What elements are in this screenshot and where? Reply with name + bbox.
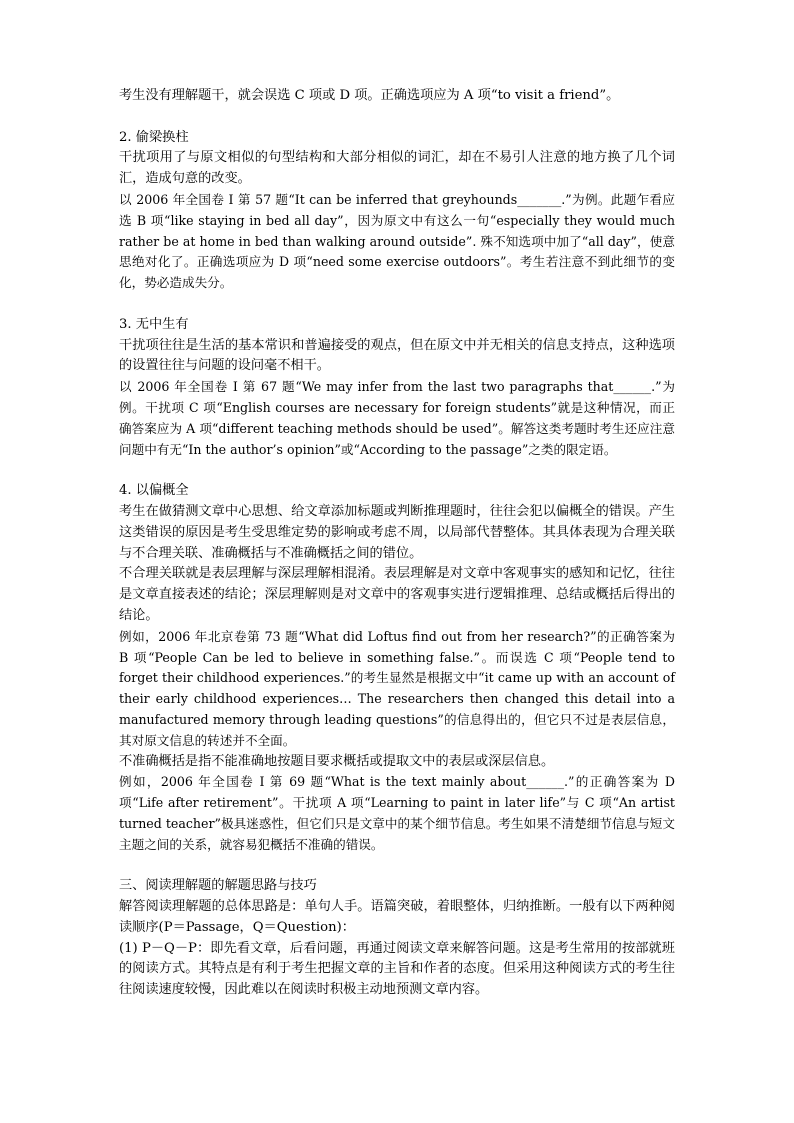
paragraph-4-example-2: 例如，2006 年全国卷 I 第 69 题“What is the text mainly about______.”的正确答案为 D 项“Life after retirement”。干扰项 A 项“Learning to paint in later life”与 C 项“An artist turned teacher”极具迷惑性，但它们只是文章中的某个细节信息。考生如果不清楚细节信息与短文主题之间的关系，就容易犯概括不准确的错误。 [119,774,675,852]
document-page [119,86,675,1001]
paragraph-3-example: 以 2006 年全国卷 I 第 67 题“We may infer from the last two paragraphs that______.”为例。干扰项 C 项“English courses are necessary for foreign students”就是这种情况，而正确答案应为 A 项“different teaching methods should be used”。解答这类考题时考生还应注意问题中有无“In the author’s opinion”或“According to the passage”之类的限定语。 [119,379,675,457]
paragraph-pqp: (1) P－Q－P：即先看文章，后看问题，再通过阅读文章来解答问题。这是考生常用的按部就班的阅读方式。其特点是有利于考生把握文章的主旨和作者的态度。但采用这种阅读方式的考生往往阅读速度较慢，因此难以在阅读时积极主动地预测文章内容。 [119,940,675,998]
spacer [119,855,675,876]
paragraph-3-definition: 干扰项往往是生活的基本常识和普遍接受的观点，但在原文中并无相关的信息支持点，这种选项的设置往往与问题的设问毫不相干。 [119,337,675,374]
paragraph-2-example: 以 2006 年全国卷 I 第 57 题“It can be inferred that greyhounds_______.”为例。此题乍看应选 B 项“like staying in bed all day”，因为原文中有这么一句“especially they would much rather be at home in bed than walking around outside”. 殊不知选项中加了“all day”，使意思绝对化了。正确选项应为 D 项“need some exercise outdoors”。考生若注意不到此细节的变化，势必造成失分。 [119,191,675,291]
paragraph-4-inaccurate-summary: 不准确概括是指不能准确地按题目要求概括或提取文中的表层或深层信息。 [119,753,555,769]
paragraph-2-definition: 干扰项用了与原文相似的句型结构和大部分相似的词汇，却在不易引人注意的地方换了几个词汇，造成句意的改变。 [119,150,675,187]
paragraph-4-unreasonable-link: 不合理关联就是表层理解与深层理解相混淆。表层理解是对文章中客观事实的感知和记忆，往往是文章直接表述的结论；深层理解则是对文章中的客观事实进行逻辑推理、总结或概括后得出的结论。 [119,566,675,623]
section-heading-three: 三、阅读理解题的解题思路与技巧 [119,878,317,894]
section-heading-3: 3. 无中生有 [119,316,189,332]
paragraph-4-definition: 考生在做猜测文章中心思想、给文章添加标题或判断推理题时，往往会犯以偏概全的错误。产生这类错误的原因是考生受思维定势的影响或考虑不周，以局部代替整体。其具体表现为合理关联与不合理关联、准确概括与不准确概括之间的错位。 [119,503,675,561]
paragraph-4-example-1: 例如，2006 年北京卷第 73 题“What did Loftus find out from her research?”的正确答案为 B 项“People Can be led to believe in something false.”。而误选 C 项“People tend to forget their childhood experiences.”的考生显然是根据文中“it came up with an account of their early childhood experiences… The researchers then changed this detail into a manufactured memory through leading questions”的信息得出的，但它只不过是表层信息，其对原文信息的转述并不全面。 [119,628,675,748]
paragraph-intro: 考生没有理解题干，就会误选 C 项或 D 项。正确选项应为 A 项“to visit a friend”。 [119,88,620,103]
paragraph-approach: 解答阅读理解题的总体思路是：单句人手。语篇突破，着眼整体，归纳推断。一般有以下两种阅读顺序(P＝Passage，Q＝Question)： [119,899,675,935]
section-heading-2: 2. 偷梁换柱 [119,129,189,145]
spacer [119,107,675,128]
spacer [119,294,675,315]
section-heading-4: 4. 以偏概全 [119,483,189,499]
spacer [119,460,675,481]
